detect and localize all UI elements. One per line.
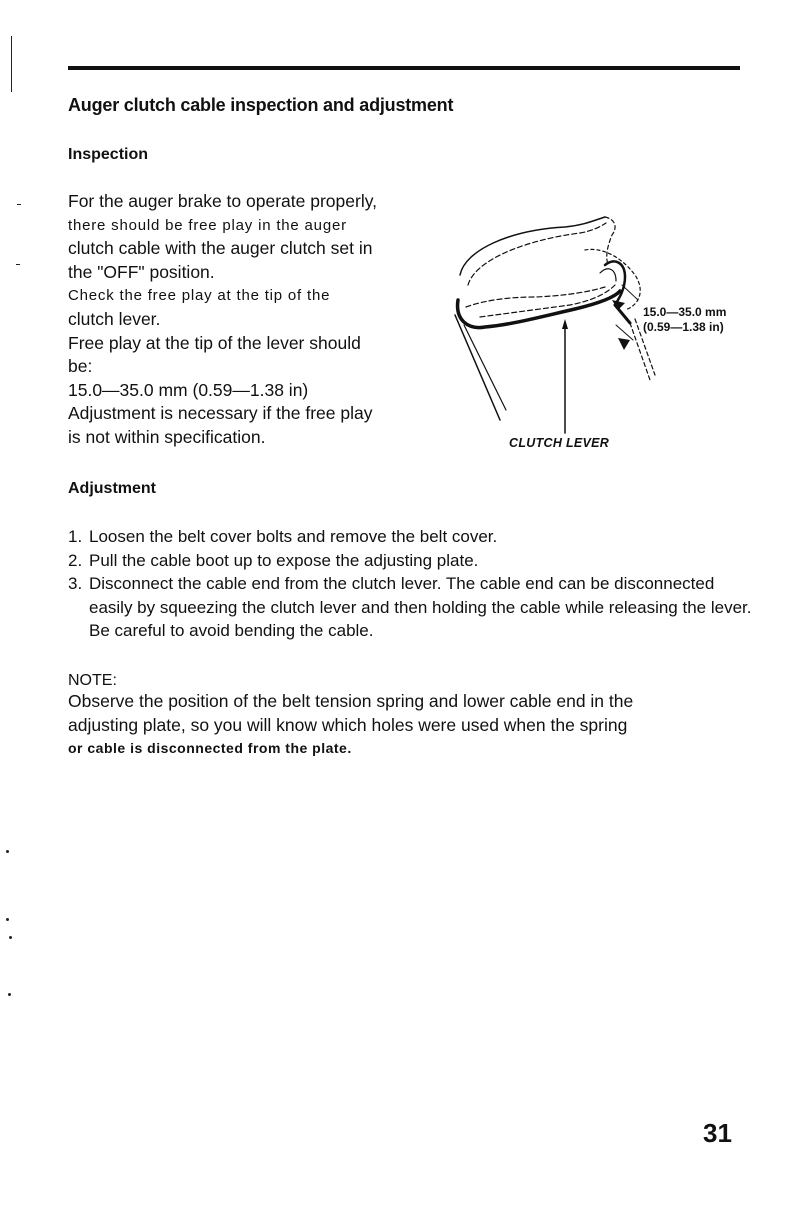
inspection-line: clutch lever.: [68, 308, 161, 329]
scan-speck: [16, 264, 20, 265]
free-play-spec-mm: 15.0—35.0 mm: [643, 305, 727, 319]
dimension-arrow: [618, 338, 630, 350]
scan-speck: [6, 918, 9, 921]
step-number: 3.: [68, 574, 83, 593]
handlebar-outline: [605, 217, 615, 265]
inspection-line: Free play at the tip of the lever should: [68, 332, 361, 353]
spec-value-line: 15.0—35.0 mm (0.59—1.38 in): [68, 379, 309, 400]
dimension-line: [616, 325, 633, 340]
dimension-line: [622, 285, 638, 300]
scan-speck: [6, 850, 9, 853]
list-item: [68, 549, 758, 573]
inspection-line: the "OFF" position.: [68, 261, 215, 282]
inspection-heading: Inspection: [68, 146, 149, 163]
clutch-lever-shape: [600, 269, 616, 281]
step-text: Loosen the belt cover bolts and remove the belt cover.: [89, 527, 498, 546]
leader-arrow: [562, 319, 568, 329]
adjustment-heading: Adjustment: [68, 480, 156, 497]
frame-tube: [464, 325, 506, 410]
note-line: Observe the position of the belt tension spring and lower cable end in the: [68, 691, 634, 711]
step-text: Pull the cable boot up to expose the adjusting plate.: [89, 550, 479, 570]
inspection-line: Adjustment is necessary if the free play: [68, 403, 373, 424]
handlebar-grip: [466, 287, 605, 307]
inspection-text: [68, 190, 438, 450]
scan-speck: [17, 204, 21, 205]
note-heading: NOTE:: [68, 672, 117, 689]
inspection-line: be:: [68, 356, 93, 377]
page-number: 31: [703, 1118, 732, 1148]
inspection-line: For the auger brake to operate properly,: [68, 191, 378, 211]
inspection-line: there should be free play in the auger: [68, 216, 347, 234]
step-text: Disconnect the cable end from the clutch lever. The cable end can be disconnected easily by squeezing the clutch lever and then holding the cable while releasing the lever. Be careful to avoid bending the cable.: [89, 574, 752, 640]
inspection-line: is not within specification.: [68, 426, 266, 447]
frame-tube: [455, 315, 500, 420]
header-rule: [68, 66, 740, 70]
step-number: 1.: [68, 527, 83, 546]
inspection-line: Check the free play at the tip of the: [68, 287, 331, 305]
note-line: or cable is disconnected from the plate.: [68, 740, 352, 756]
page-title: Auger clutch cable inspection and adjustment: [68, 95, 454, 115]
scan-speck: [9, 936, 12, 939]
margin-rule: [11, 36, 12, 92]
scan-speck: [8, 993, 11, 996]
note-line: adjusting plate, so you will know which holes were used when the spring: [68, 714, 628, 735]
note-text: [68, 690, 758, 761]
free-play-spec-in: (0.59—1.38 in): [643, 320, 724, 334]
list-item: [68, 525, 758, 549]
adjustment-steps: [68, 525, 758, 643]
handlebar-outline: [468, 223, 606, 285]
list-item: [68, 572, 758, 643]
step-number: 2.: [68, 550, 83, 570]
clutch-lever-label: CLUTCH LEVER: [509, 436, 610, 450]
inspection-line: clutch cable with the auger clutch set in: [68, 238, 373, 259]
